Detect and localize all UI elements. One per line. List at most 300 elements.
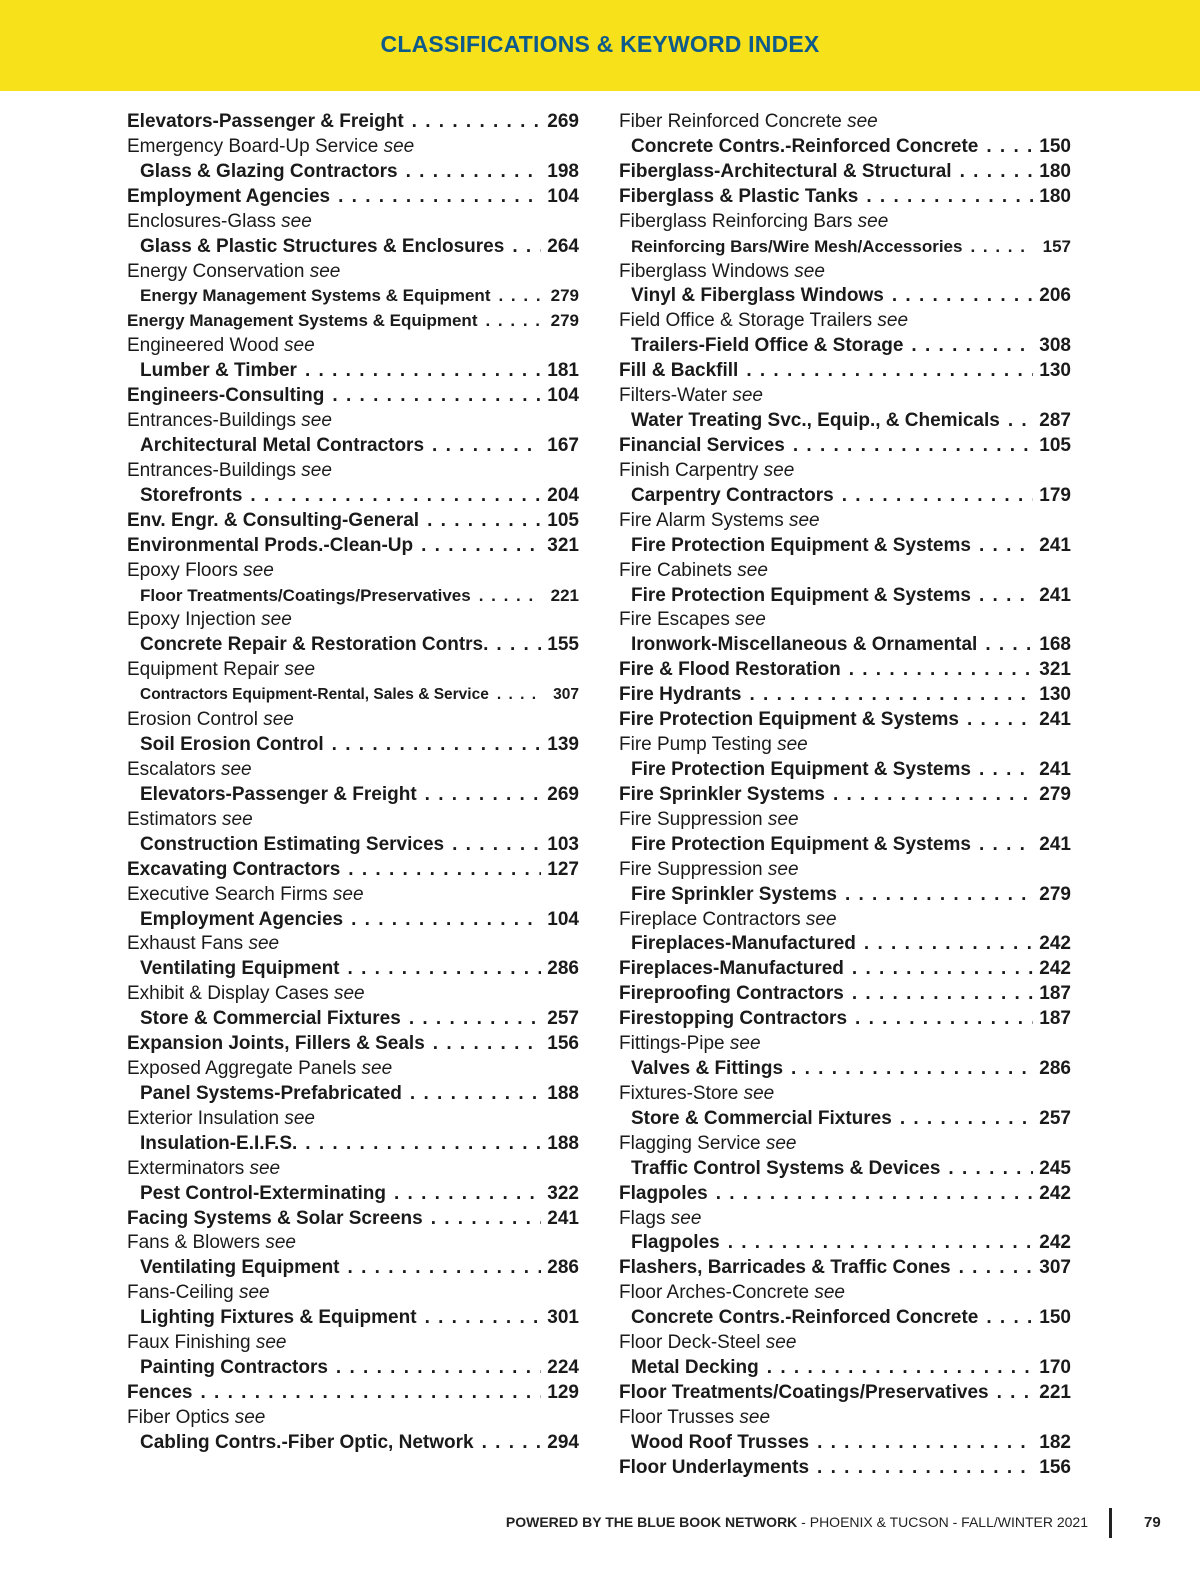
classification-name: Energy Management Systems & Equipment (127, 311, 478, 331)
see-reference-line (619, 808, 1071, 833)
dot-leader (833, 783, 1033, 808)
classification-name: Employment Agencies (140, 908, 344, 930)
classification-name: Architectural Metal Contractors (140, 434, 425, 456)
see-keyword: see (765, 1132, 797, 1154)
page-reference: 129 (547, 1382, 579, 1404)
classification-name: Fire & Flood Restoration (619, 659, 841, 681)
classification-target-entry (127, 957, 579, 982)
page-reference: 286 (547, 1257, 579, 1279)
see-keyword: see (309, 260, 341, 282)
keyword-text: Fiber Optics (127, 1406, 230, 1428)
classification-target-entry (619, 883, 1071, 908)
classification-name: Fiberglass-Architectural & Structural (619, 160, 952, 182)
see-reference-line (127, 932, 579, 957)
classification-name: Flagpoles (619, 1182, 708, 1204)
dot-leader (866, 185, 1033, 210)
classification-target-entry (127, 783, 579, 808)
see-reference-line (619, 1406, 1071, 1431)
classification-name: Lumber & Timber (140, 360, 297, 382)
see-keyword: see (794, 260, 825, 282)
see-keyword: see (220, 758, 252, 780)
dot-leader (716, 1182, 1033, 1207)
see-reference-line (127, 1157, 579, 1182)
footer-text (506, 1514, 1088, 1530)
classification-entry (127, 1207, 579, 1232)
see-reference-line (619, 509, 1071, 534)
classification-name: Fire Protection Equipment & Systems (631, 758, 971, 780)
classification-entry (127, 185, 579, 210)
page-reference: 224 (547, 1357, 579, 1379)
classification-entry (619, 783, 1071, 808)
see-reference-line (127, 210, 579, 235)
keyword-text: Floor Arches-Concrete (619, 1282, 810, 1304)
classification-target-entry (619, 1157, 1071, 1182)
classification-target-entry (619, 534, 1071, 559)
keyword-text: Exhibit & Display Cases (127, 983, 329, 1005)
page-reference: 127 (547, 858, 579, 880)
classification-target-entry (619, 584, 1071, 609)
page-reference: 104 (547, 385, 579, 407)
classification-name: Concrete Contrs.-Reinforced Concrete (631, 1307, 979, 1329)
classification-name: Firestopping Contractors (619, 1008, 848, 1030)
classification-target-entry (127, 1082, 579, 1107)
classification-name: Fiberglass & Plastic Tanks (619, 185, 859, 207)
classification-target-entry (127, 359, 579, 384)
see-reference-line (127, 135, 579, 160)
dot-leader (432, 434, 541, 459)
left-index-column (127, 110, 579, 1456)
dot-leader (433, 1032, 541, 1057)
keyword-text: Epoxy Injection (127, 609, 256, 631)
classification-name: Valves & Fittings (631, 1058, 784, 1080)
classification-target-entry (127, 908, 579, 933)
page-reference: 130 (1039, 684, 1071, 706)
page-reference: 104 (547, 908, 579, 930)
classification-name: Ironwork-Miscellaneous & Ornamental (631, 634, 978, 656)
page-reference: 279 (1039, 883, 1071, 905)
dot-leader (997, 1381, 1033, 1406)
classification-name: Environmental Prods.-Clean-Up (127, 534, 414, 556)
keyword-text: Epoxy Floors (127, 559, 238, 581)
dot-leader (970, 235, 1033, 260)
right-index-column (619, 110, 1071, 1481)
classification-name: Metal Decking (631, 1357, 759, 1379)
dot-leader (911, 334, 1033, 359)
classification-entry (127, 309, 579, 334)
see-keyword: see (333, 983, 365, 1005)
page-reference: 242 (1039, 933, 1071, 955)
see-keyword: see (739, 1406, 771, 1428)
page-reference: 170 (1039, 1357, 1071, 1379)
classification-name: Floor Treatments/Coatings/Preservatives (619, 1382, 989, 1404)
page-reference: 321 (547, 534, 579, 556)
page-reference: 294 (547, 1431, 579, 1453)
classification-name: Wood Roof Trusses (631, 1431, 810, 1453)
page-reference: 257 (547, 1008, 579, 1030)
see-keyword: see (737, 559, 768, 581)
dot-leader (348, 858, 541, 883)
page-reference: 279 (550, 286, 579, 306)
see-reference-line (127, 1107, 579, 1132)
see-reference-line (127, 334, 579, 359)
page-reference: 105 (547, 509, 579, 531)
classification-name: Fireplaces-Manufactured (631, 933, 856, 955)
footer (0, 1514, 1200, 1534)
classification-name: Contractors Equipment-Rental, Sales & Service (140, 686, 489, 704)
see-keyword: see (234, 1406, 266, 1428)
page-reference: 180 (1039, 160, 1071, 182)
classification-name: Fire Protection Equipment & Systems (631, 584, 971, 606)
classification-target-entry (127, 1007, 579, 1032)
dot-leader (817, 1456, 1033, 1481)
classification-target-entry (127, 434, 579, 459)
dot-leader (485, 309, 541, 334)
see-reference-line (619, 260, 1071, 285)
see-keyword: see (263, 709, 294, 731)
classification-name: Concrete Contrs.-Reinforced Concrete (631, 135, 979, 157)
classification-name: Fire Sprinkler Systems (619, 783, 825, 805)
dot-leader (791, 1057, 1033, 1082)
dot-leader (967, 708, 1033, 733)
dot-leader (892, 284, 1033, 309)
classification-name: Floor Treatments/Coatings/Preservatives (140, 585, 471, 605)
classification-entry (127, 509, 579, 534)
page-reference: 242 (1039, 958, 1071, 980)
keyword-text: Finish Carpentry (619, 459, 759, 481)
classification-entry (127, 858, 579, 883)
dot-leader (497, 683, 541, 708)
keyword-text: Flagging Service (619, 1132, 761, 1154)
page-reference: 180 (1039, 185, 1071, 207)
classification-name: Insulation-E.I.F.S. (140, 1132, 298, 1154)
page-reference: 181 (547, 360, 579, 382)
page-reference: 150 (1039, 135, 1071, 157)
page-reference: 104 (547, 185, 579, 207)
classification-target-entry (127, 235, 579, 260)
classification-name: Cabling Contrs.-Fiber Optic, Network (140, 1431, 474, 1453)
see-reference-line (619, 1082, 1071, 1107)
page-reference: 103 (547, 833, 579, 855)
page-title: CLASSIFICATIONS & KEYWORD INDEX (380, 31, 820, 57)
page-reference: 221 (1039, 1382, 1071, 1404)
page-reference: 257 (1039, 1107, 1071, 1129)
dot-leader (394, 1182, 541, 1207)
classification-target-entry (619, 235, 1071, 260)
dot-leader (979, 584, 1033, 609)
page-reference: 204 (547, 484, 579, 506)
page-reference: 241 (547, 1207, 579, 1229)
dot-leader (767, 1356, 1033, 1381)
classification-name: Employment Agencies (127, 185, 331, 207)
dot-leader (425, 1306, 541, 1331)
classification-entry (619, 957, 1071, 982)
see-reference-line (619, 210, 1071, 235)
page-reference: 221 (550, 585, 579, 605)
classification-name: Storefronts (140, 484, 243, 506)
classification-name: Fire Protection Equipment & Systems (631, 534, 971, 556)
see-reference-line (619, 1281, 1071, 1306)
classification-name: Soil Erosion Control (140, 734, 324, 756)
see-keyword: see (255, 1332, 287, 1354)
classification-entry (619, 1456, 1071, 1481)
page-reference: 187 (1039, 983, 1071, 1005)
dot-leader (412, 110, 541, 135)
classification-target-entry (127, 284, 579, 309)
header-banner (0, 0, 1200, 91)
page-reference: 269 (547, 111, 579, 132)
page-reference: 167 (547, 434, 579, 456)
see-keyword: see (857, 210, 889, 232)
keyword-text: Field Office & Storage Trailers (619, 310, 873, 332)
dot-leader (900, 1107, 1033, 1132)
dot-leader (431, 1207, 541, 1232)
see-keyword: see (238, 1282, 270, 1304)
see-reference-line (127, 708, 579, 733)
classification-target-entry (127, 633, 579, 658)
see-keyword: see (743, 1082, 775, 1104)
classification-name: Excavating Contractors (127, 858, 341, 880)
classification-name: Traffic Control Systems & Devices (631, 1157, 941, 1179)
dot-leader (842, 484, 1033, 509)
see-reference-line (619, 858, 1071, 883)
classification-entry (619, 1256, 1071, 1281)
keyword-text: Fire Escapes (619, 609, 730, 631)
classification-name: Trailers-Field Office & Storage (631, 335, 904, 357)
keyword-text: Entrances-Buildings (127, 410, 296, 432)
see-reference-line (619, 1032, 1071, 1057)
dot-leader (482, 1431, 541, 1456)
dot-leader (793, 434, 1033, 459)
classification-entry (619, 359, 1071, 384)
page-reference: 206 (1039, 285, 1071, 307)
see-keyword: see (284, 1107, 315, 1129)
classification-name: Floor Underlayments (619, 1456, 810, 1478)
page-reference: 241 (1039, 709, 1071, 731)
page-reference: 168 (1039, 634, 1071, 656)
keyword-text: Exterior Insulation (127, 1107, 280, 1129)
classification-name: Ventilating Equipment (140, 1257, 340, 1279)
page-reference: 307 (553, 686, 579, 704)
classification-name: Energy Management Systems & Equipment (140, 286, 491, 306)
classification-name: Env. Engr. & Consulting-General (127, 509, 420, 531)
keyword-text: Energy Conservation (127, 260, 305, 282)
classification-target-entry (127, 1356, 579, 1381)
classification-name: Elevators-Passenger & Freight (127, 111, 404, 132)
see-keyword: see (284, 659, 316, 681)
see-keyword: see (877, 310, 909, 332)
classification-name: Carpentry Contractors (631, 484, 834, 506)
classification-target-entry (619, 932, 1071, 957)
classification-target-entry (619, 633, 1071, 658)
dot-leader (960, 160, 1033, 185)
dot-leader (959, 1256, 1033, 1281)
keyword-text: Fans-Ceiling (127, 1282, 234, 1304)
classification-target-entry (127, 683, 579, 708)
classification-target-entry (619, 409, 1071, 434)
see-keyword: see (729, 1033, 761, 1055)
classification-target-entry (619, 1107, 1071, 1132)
classification-target-entry (619, 1356, 1071, 1381)
classification-target-entry (127, 1431, 579, 1456)
keyword-text: Faux Finishing (127, 1332, 251, 1354)
classification-target-entry (127, 1182, 579, 1207)
classification-target-entry (127, 1256, 579, 1281)
see-reference-line (127, 559, 579, 584)
classification-name: Glass & Plastic Structures & Enclosures (140, 235, 505, 257)
keyword-text: Fiber Reinforced Concrete (619, 111, 842, 132)
classification-entry (619, 434, 1071, 459)
keyword-text: Fiberglass Windows (619, 260, 789, 282)
see-reference-line (127, 608, 579, 633)
dot-leader (496, 633, 541, 658)
classification-entry (619, 708, 1071, 733)
classification-name: Fireplaces-Manufactured (619, 958, 844, 980)
classification-target-entry (127, 584, 579, 609)
classification-target-entry (619, 284, 1071, 309)
classification-target-entry (127, 1132, 579, 1157)
page-reference: 155 (547, 634, 579, 656)
dot-leader (338, 185, 541, 210)
classification-entry (619, 1182, 1071, 1207)
classification-name: Fire Protection Equipment & Systems (631, 833, 971, 855)
classification-name: Flagpoles (631, 1232, 720, 1254)
classification-name: Painting Contractors (140, 1357, 328, 1379)
classification-target-entry (619, 1431, 1071, 1456)
classification-name: Store & Commercial Fixtures (631, 1107, 892, 1129)
see-keyword: see (281, 210, 312, 232)
page-reference: 241 (1039, 584, 1071, 606)
see-reference-line (619, 559, 1071, 584)
keyword-text: Engineered Wood (127, 335, 279, 357)
page-reference: 245 (1039, 1157, 1071, 1179)
dot-leader (852, 957, 1033, 982)
classification-entry (127, 1381, 579, 1406)
see-keyword: see (284, 335, 315, 357)
keyword-text: Fire Pump Testing (619, 734, 772, 756)
see-reference-line (619, 1207, 1071, 1232)
see-reference-line (619, 110, 1071, 135)
page-reference: 156 (1039, 1456, 1071, 1478)
see-reference-line (619, 1132, 1071, 1157)
classification-name: Panel Systems-Prefabricated (140, 1082, 402, 1104)
classification-name: Store & Commercial Fixtures (140, 1008, 401, 1030)
classification-name: Facing Systems & Solar Screens (127, 1207, 423, 1229)
classification-name: Concrete Repair & Restoration Contrs. (140, 634, 489, 656)
page-reference: 242 (1039, 1182, 1071, 1204)
classification-entry (127, 110, 579, 135)
see-keyword: see (248, 933, 280, 955)
classification-entry (127, 534, 579, 559)
classification-name: Fireproofing Contractors (619, 983, 844, 1005)
see-reference-line (619, 733, 1071, 758)
classification-name: Fences (127, 1382, 193, 1404)
classification-target-entry (619, 1306, 1071, 1331)
see-reference-line (127, 1281, 579, 1306)
classification-target-entry (619, 833, 1071, 858)
dot-leader (849, 658, 1033, 683)
see-keyword: see (249, 1157, 281, 1179)
dot-leader (864, 932, 1033, 957)
dot-leader (425, 783, 541, 808)
page-reference: 301 (547, 1307, 579, 1329)
classification-name: Glass & Glazing Contractors (140, 160, 398, 182)
classification-name: Fire Protection Equipment & Systems (619, 709, 959, 731)
see-reference-line (619, 608, 1071, 633)
see-reference-line (127, 808, 579, 833)
see-keyword: see (301, 410, 332, 432)
see-reference-line (127, 658, 579, 683)
see-keyword: see (222, 808, 253, 830)
dot-leader (410, 1082, 541, 1107)
see-keyword: see (243, 559, 274, 581)
keyword-text: Fiberglass Reinforcing Bars (619, 210, 853, 232)
see-reference-line (619, 908, 1071, 933)
page-reference: 241 (1039, 534, 1071, 556)
classification-target-entry (127, 733, 579, 758)
classification-name: Engineers-Consulting (127, 385, 325, 407)
classification-target-entry (127, 1306, 579, 1331)
see-keyword: see (767, 858, 799, 880)
classification-name: Pest Control-Exterminating (140, 1182, 386, 1204)
page-reference: 321 (1039, 659, 1071, 681)
see-reference-line (127, 883, 579, 908)
classification-name: Fill & Backfill (619, 360, 739, 382)
keyword-text: Fans & Blowers (127, 1232, 261, 1254)
dot-leader (985, 633, 1033, 658)
dot-leader (817, 1431, 1033, 1456)
dot-leader (1008, 409, 1033, 434)
see-keyword: see (735, 609, 766, 631)
dot-leader (250, 484, 541, 509)
keyword-text: Fire Suppression (619, 858, 763, 880)
keyword-text: Escalators (127, 758, 216, 780)
see-reference-line (619, 459, 1071, 484)
see-reference-line (619, 384, 1071, 409)
dot-leader (305, 1132, 541, 1157)
classification-target-entry (127, 833, 579, 858)
dot-leader (200, 1381, 541, 1406)
page-reference: 130 (1039, 360, 1071, 382)
page-reference: 241 (1039, 758, 1071, 780)
dot-leader (746, 359, 1033, 384)
see-reference-line (127, 459, 579, 484)
classification-name: Water Treating Svc., Equip., & Chemicals (631, 410, 1000, 432)
keyword-text: Exhaust Fans (127, 933, 244, 955)
page-reference: 279 (1039, 783, 1071, 805)
keyword-text: Enclosures-Glass (127, 210, 276, 232)
dot-leader (498, 284, 541, 309)
see-keyword: see (670, 1207, 702, 1229)
page-reference: 307 (1039, 1257, 1071, 1279)
see-keyword: see (265, 1232, 296, 1254)
dot-leader (479, 584, 541, 609)
dot-leader (409, 1007, 541, 1032)
dot-leader (421, 534, 541, 559)
footer-brand: POWERED BY THE BLUE BOOK NETWORK (505, 1514, 798, 1530)
keyword-text: Exposed Aggregate Panels (127, 1058, 357, 1080)
see-keyword: see (383, 135, 415, 157)
keyword-text: Filters-Water (619, 385, 728, 407)
page-reference: 188 (547, 1082, 579, 1104)
classification-entry (619, 1007, 1071, 1032)
page-reference: 150 (1039, 1307, 1071, 1329)
page-reference: 139 (547, 734, 579, 756)
keyword-text: Fire Suppression (619, 808, 763, 830)
page-reference: 182 (1039, 1431, 1071, 1453)
classification-name: Flashers, Barricades & Traffic Cones (619, 1257, 951, 1279)
dot-leader (332, 384, 541, 409)
classification-target-entry (619, 484, 1071, 509)
